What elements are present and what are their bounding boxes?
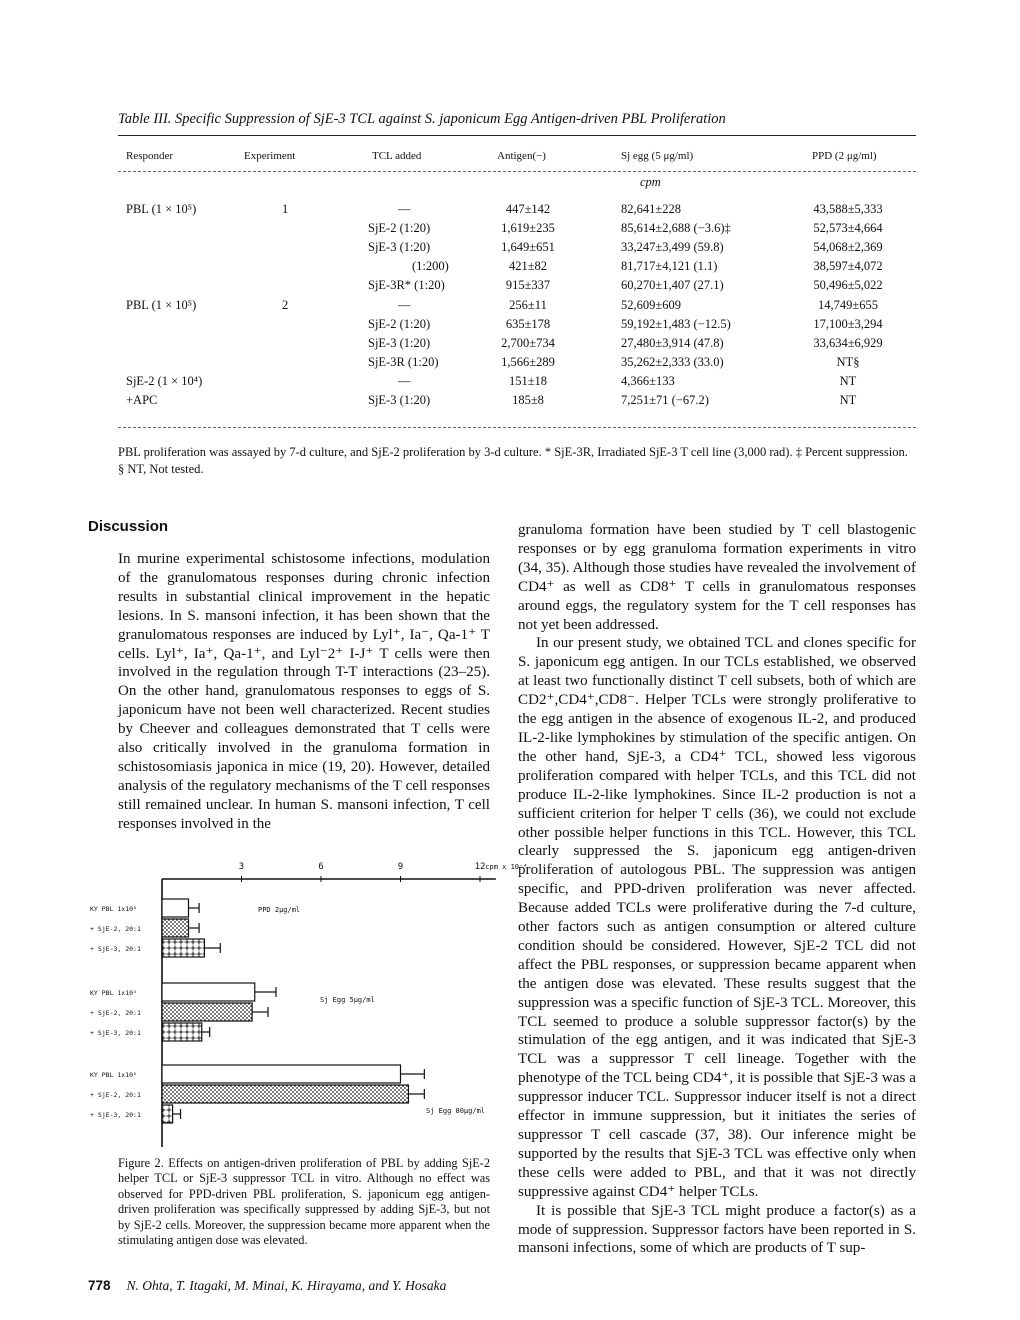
table-cell-antigen: 1,649±651 bbox=[501, 240, 555, 255]
running-authors: N. Ohta, T. Itagaki, M. Minai, K. Hirayama, and Y. Hosaka bbox=[126, 1278, 447, 1293]
table-cell-experiment: 2 bbox=[282, 297, 289, 312]
section-heading: Discussion bbox=[88, 518, 169, 535]
table-cell-tcl: — bbox=[398, 373, 411, 388]
table-cell-ppd: 33,634±6,929 bbox=[813, 335, 883, 350]
table-top-rule bbox=[118, 135, 916, 136]
discussion-paragraph-3: In our present study, we obtained TCL and clones specific for S. japonicum egg antigen. In our TCLs established, we observed at least two functionally distinct T cell subsets, both of which are CD2⁺,CD4⁺,CD8⁻. Helper TCLs were strongly proliferative to the egg antigen in the absence of exogenous IL-2, and produced IL-2-like lymphokines by stimulation of the specific antigen. On the other hand, SjE-3, a CD4⁺ TCL, showed less vigorous proliferation compared with helper TCLs, and this TCL did not produce IL-2-like lymphokines. Since IL-2 production is not a sufficient criterion for helper T cells (36), we could not exclude other possible helper functions in this TCL. However, this TCL clearly suppressed the S. japonicum egg antigen-driven proliferation of autologous PBL. The suppression was antigen specific, and PPD-driven proliferation was never affected. Because added TCLs were proliferative during the 7-d culture, other factors such as antigen consumption or altered culture condition should be considered. However, SjE-2 TCL did not affect the PBL responses, or suppression became apparent when the antigen dose was elevated. These results suggest that the suppression was a specific function of SjE-3 TCL. Moreover, this TCL seemed to produce a soluble suppressor factor(s) by the stimulation of the egg antigen, and it was indicated that SjE-3 TCL was a suppressor T cell lineage. Together with the phenotype of the TCL being CD4⁺, it is possible that SjE-3 was a suppressor inducer TCL. Suppressor inducer itself is not a direct effector in immune suppression, but it initiates the series of suppressor T cell cascade (37, 38). Our inference might be supported by the results that SjE-3 TCL was effective only when these cells were added to PBL, and that it was not directly suppressive against CD4⁺ helper TCLs. bbox=[518, 635, 916, 1200]
table-cell-responder: SjE-2 (1 × 10⁴) bbox=[126, 373, 203, 388]
header-rule bbox=[118, 171, 916, 172]
group-label: Sj Egg 5μg/ml bbox=[320, 996, 375, 1004]
table-cell-sj: 60,270±1,407 (27.1) bbox=[621, 278, 724, 293]
x-tick-label: 3 bbox=[238, 862, 245, 872]
table-cell-tcl: (1:200) bbox=[412, 259, 449, 274]
bar-label: + SjE-3, 20:1 bbox=[90, 945, 141, 953]
table-cell-sj: 82,641±228 bbox=[621, 202, 681, 216]
table-cell-sj: 4,366±133 bbox=[621, 373, 675, 388]
bar bbox=[162, 1003, 252, 1021]
page-footer bbox=[88, 1278, 446, 1294]
table-cell-tcl: SjE-3 (1:20) bbox=[368, 240, 431, 255]
table-cell-sj: 35,262±2,333 (33.0) bbox=[621, 354, 724, 369]
table-cell-antigen: 1,619±235 bbox=[501, 221, 555, 236]
x-tick-label: 12 bbox=[474, 862, 486, 872]
table-cell-sj: 7,251±71 (−67.2) bbox=[621, 393, 709, 407]
bar bbox=[162, 1105, 173, 1123]
table-cell-antigen: 447±142 bbox=[505, 202, 551, 216]
col-header-sj-egg: Sj egg (5 μg/ml) bbox=[621, 150, 694, 162]
table-cell-sj: 81,717±4,121 (1.1) bbox=[621, 259, 718, 274]
col-header-antigen: Antigen(−) bbox=[497, 150, 546, 162]
table-cell-ppd: 52,573±4,664 bbox=[813, 221, 883, 236]
table-cell-antigen: 421±82 bbox=[508, 259, 548, 274]
right-column bbox=[518, 521, 916, 1258]
col-header-experiment: Experiment bbox=[244, 150, 296, 162]
table-cell-sj: 85,614±2,688 (−3.6)‡ bbox=[621, 221, 731, 236]
figure-2-chart bbox=[88, 855, 528, 1155]
table-cell-ppd: 50,496±5,022 bbox=[813, 278, 883, 293]
discussion-paragraph-2: granuloma formation have been studied by T cell blastogenic responses or by egg granuloma formation experiments in vitro (34, 35). Although those studies have revealed the involvement of CD4⁺ as well as CD8⁺ T cells in granulomatous responses around eggs, the regulatory system for the T cell responses has not yet been addressed. bbox=[518, 522, 916, 633]
table-cell-ppd: NT bbox=[839, 393, 857, 407]
table-cell-antigen: 256±11 bbox=[509, 297, 547, 312]
col-header-tcl: TCL added bbox=[372, 150, 422, 162]
page-number: 778 bbox=[88, 1278, 111, 1293]
table-cell-responder: +APC bbox=[126, 393, 158, 407]
x-tick-label: 9 bbox=[397, 862, 404, 872]
table-title: Table III. Specific Suppression of SjE-3 TCL against S. japonicum Egg Antigen-driven PBL Proliferation bbox=[118, 111, 726, 127]
table-cell-ppd: 54,068±2,369 bbox=[813, 240, 883, 255]
discussion-paragraph-1: In murine experimental schistosome infections, modulation of the granulomatous responses during chronic infection results in substantial clinical improvement in the hepatic lesions. In S. mansoni infection, it has been shown that the granulomatous responses are induced by Lyl⁺, Ia⁻, Qa-1⁺ T cells. Lyl⁺, Ia⁺, Qa-1⁺, and Lyl⁻2⁺ I-J⁺ T cells were then involved in the regulation through T-T interactions (23–25). On the other hand, granulomatous responses to eggs of S. japonicum have not been well characterized. Recent studies by Cheever and colleagues demonstrated that T cells were also critically involved in the granuloma formation in schistosomiasis japonica in mice (19, 20). However, detailed analysis of the regulatory mechanisms of the T cell responses still remained unclear. In human S. mansoni infection, T cell responses involved in the bbox=[118, 551, 490, 832]
table-cell-antigen: 151±18 bbox=[508, 373, 548, 388]
table-bottom-rule bbox=[118, 427, 916, 428]
table-cell-antigen: 635±178 bbox=[505, 316, 551, 331]
table-cell-responder: PBL (1 × 10⁵) bbox=[126, 297, 197, 312]
discussion-paragraph-4: It is possible that SjE-3 TCL might produce a factor(s) as a mode of suppression. Suppressor factors have been reported in S. mansoni infections, some of which are products of T sup- bbox=[518, 1202, 916, 1257]
table-cell-ppd: 43,588±5,333 bbox=[813, 202, 883, 216]
table-cell-ppd: 38,597±4,072 bbox=[813, 259, 883, 274]
figure-caption: Figure 2. Effects on antigen-driven proliferation of PBL by adding SjE-2 helper TCL or SjE-3 suppressor TCL in vitro. Although no effect was observed for PPD-driven PBL proliferation, S. japonicum egg antigen-driven proliferation was specifically suppressed by adding SjE-3, but not by SjE-2 cells. Moreover, the suppression became more apparent when the stimulating antigen dose was elevated. bbox=[118, 1156, 490, 1248]
bar-label: + SjE-2, 20:1 bbox=[90, 925, 141, 933]
left-column bbox=[118, 550, 490, 834]
table-cell-sj: 52,609±609 bbox=[621, 297, 681, 312]
table-cell-sj: 33,247±3,499 (59.8) bbox=[621, 240, 724, 255]
bar-label: + SjE-3, 20:1 bbox=[90, 1029, 141, 1037]
col-header-responder: Responder bbox=[126, 150, 174, 162]
table-footnote: PBL proliferation was assayed by 7-d culture, and SjE-2 proliferation by 3-d culture. * SjE-3R, Irradiated SjE-3 T cell line (3,000 rad). ‡ Percent suppression. § NT, Not tested. bbox=[118, 445, 908, 476]
table-cell-sj: 27,480±3,914 (47.8) bbox=[621, 335, 724, 350]
x-axis-label: cpm x 10⁻⁴ bbox=[485, 863, 528, 871]
table-cell-tcl: — bbox=[398, 297, 411, 312]
bar-label: KY PBL 1x10⁵ bbox=[90, 989, 137, 997]
table-cell-tcl: SjE-3R (1:20) bbox=[368, 354, 439, 369]
table-cell-antigen: 1,566±289 bbox=[501, 354, 555, 369]
table-cell-tcl: — bbox=[398, 202, 411, 216]
table-cell-tcl: SjE-3 (1:20) bbox=[368, 335, 431, 350]
bar-label: KY PBL 1x10⁵ bbox=[90, 1071, 137, 1079]
table-cell-sj: 59,192±1,483 (−12.5) bbox=[621, 316, 731, 331]
bar bbox=[162, 1023, 202, 1041]
table-cell-ppd: 14,749±655 bbox=[818, 297, 878, 312]
table-cell-ppd: NT§ bbox=[836, 354, 860, 369]
table-cell-ppd: 17,100±3,294 bbox=[813, 316, 883, 331]
bar bbox=[162, 1085, 408, 1103]
table-cell-tcl: SjE-3R* (1:20) bbox=[368, 278, 445, 293]
group-label: PPD 2μg/ml bbox=[258, 906, 301, 914]
table-cell-tcl: SjE-2 (1:20) bbox=[368, 316, 431, 331]
table-cell-ppd: NT bbox=[839, 373, 857, 388]
bar-label: + SjE-2, 20:1 bbox=[90, 1091, 141, 1099]
bar-label: + SjE-3, 20:1 bbox=[90, 1111, 141, 1119]
bar-label: + SjE-2, 20:1 bbox=[90, 1009, 141, 1017]
table-cell-antigen: 185±8 bbox=[512, 393, 544, 407]
table-cell-tcl: SjE-3 (1:20) bbox=[368, 393, 431, 407]
table-cell-experiment: 1 bbox=[282, 202, 289, 216]
col-header-ppd: PPD (2 μg/ml) bbox=[812, 150, 877, 162]
bar bbox=[162, 899, 189, 917]
bar bbox=[162, 919, 189, 937]
bar bbox=[162, 983, 255, 1001]
group-label: Sj Egg 80μg/ml bbox=[426, 1107, 486, 1115]
bar bbox=[162, 939, 204, 957]
table-cell-antigen: 2,700±734 bbox=[501, 335, 555, 350]
table-cell-antigen: 915±337 bbox=[505, 278, 551, 293]
bar-label: KY PBL 1x10⁵ bbox=[90, 905, 137, 913]
table-cell-tcl: SjE-2 (1:20) bbox=[368, 221, 431, 236]
unit-label: cpm bbox=[640, 175, 661, 189]
table-cell-responder: PBL (1 × 10⁵) bbox=[126, 202, 197, 216]
x-tick-label: 6 bbox=[318, 862, 324, 872]
bar bbox=[162, 1065, 401, 1083]
